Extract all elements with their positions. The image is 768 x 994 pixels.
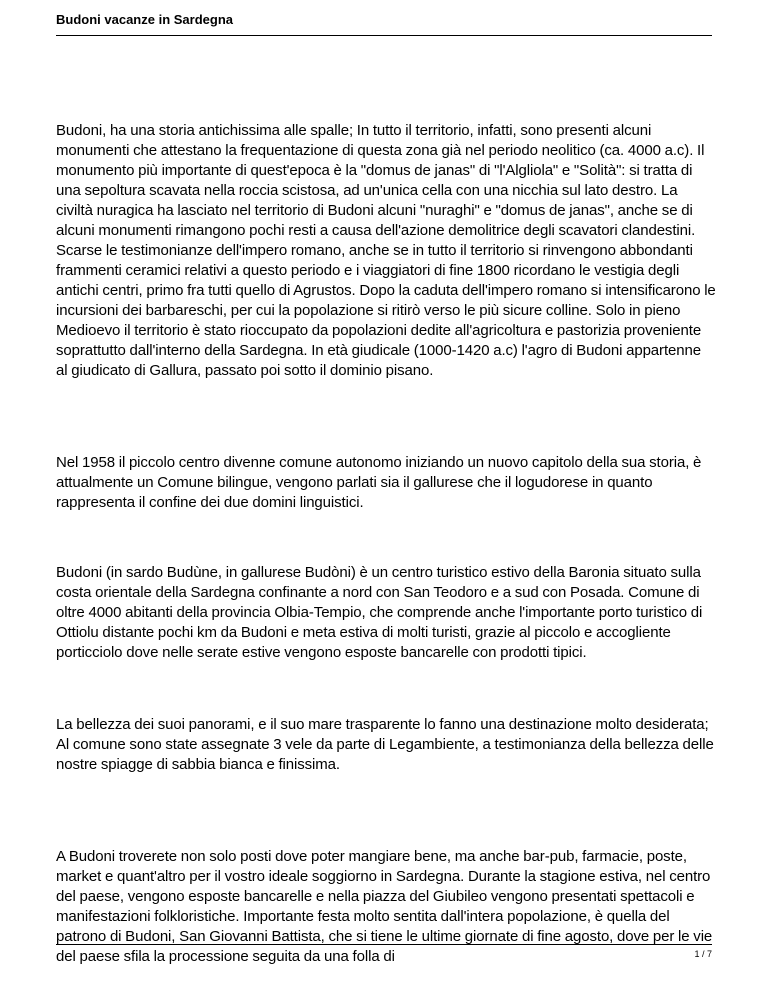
document-body — [56, 121, 716, 967]
paragraph-services: A Budoni troverete non solo posti dove poter mangiare bene, ma anche bar-pub, farmacie, poste, market e quant'altro per il vostro ideale soggiorno in Sardegna. Durante la stagione estiva, nel centro del paese, vengono esposte bancarelle e nella piazza del Giubileo vengono presentati spettacoli e manifestazioni folkloristiche. Importante festa molto sentita dall'intera popolazione, è quella del patrono di Budoni, San Giovanni Battista, che si tiene le ultime giornate di fine agosto, dove per le vie del paese sfila la processione seguita da una folla di — [56, 848, 713, 965]
paragraph-location: Budoni (in sardo Budùne, in gallurese Budòni) è un centro turistico estivo della Baronia situato sulla costa orientale della Sardegna confinante a nord con San Teodoro e a sud con Posada. Comune di oltre 4000 abitanti della provincia Olbia-Tempio, che comprende anche l'importante porto turistico di Ottiolu distante pochi km da Budoni e meta estiva di molti turisti, grazie al piccolo e accogliente porticciolo dove nelle serate estive vengono esposte bancarelle con prodotti tipici. — [56, 564, 703, 661]
header-divider — [56, 35, 712, 36]
paragraph-municipality: Nel 1958 il piccolo centro divenne comune autonomo iniziando un nuovo capitolo della sua storia, è attualmente un Comune bilingue, vengono parlati sia il gallurese che il logudorese in quanto rappresenta il confine dei due domini linguistici. — [56, 454, 702, 511]
footer-divider — [56, 944, 712, 945]
page-header-title: Budoni vacanze in Sardegna — [56, 12, 233, 27]
paragraph-beauty: La bellezza dei suoi panorami, e il suo mare trasparente lo fanno una destinazione molto desiderata; Al comune sono state assegnate 3 vele da parte di Legambiente, a testimonianza della bellezza delle nostre spiagge di sabbia bianca e finissima. — [56, 716, 714, 773]
paragraph-history: Budoni, ha una storia antichissima alle spalle; In tutto il territorio, infatti, sono presenti alcuni monumenti che attestano la frequentazione di questa zona già nel periodo neolitico (ca. 4000 a.c). Il monumento più importante di quest'epoca è la "domus de janas" di "l'Algliola" e "Solità": si tratta di una sepoltura scavata nella roccia scistosa, ad un'unica cella con una nicchia sul lato destro. La civiltà nuragica ha lasciato nel territorio di Budoni alcuni "nuraghi" e "domus de janas", anche se di alcuni monumenti rimangono pochi resti a causa dell'azione demolitrice degli scavatori clandestini. Scarse le testimonianze dell'impero romano, anche se in tutto il territorio si rinvengono abbondanti frammenti ceramici relativi a questo periodo e i viaggiatori di fine 1800 ricordano le vestigia degli antichi centri, primo fra tutti quello di Agrustos. Dopo la caduta dell'impero romano si intensificarono le incursioni dei barbareschi, per cui la popolazione si ritirò verso le più sicure colline. Solo in pieno Medioevo il territorio è stato rioccupato da popolazioni dedite all'agricoltura e pastorizia proveniente soprattutto dall'interno della Sardegna. In età giudicale (1000-1420 a.c) l'agro di Budoni appartenne al giudicato di Gallura, passato poi sotto il dominio pisano. — [56, 122, 716, 379]
page-number: 1 / 7 — [694, 949, 712, 959]
